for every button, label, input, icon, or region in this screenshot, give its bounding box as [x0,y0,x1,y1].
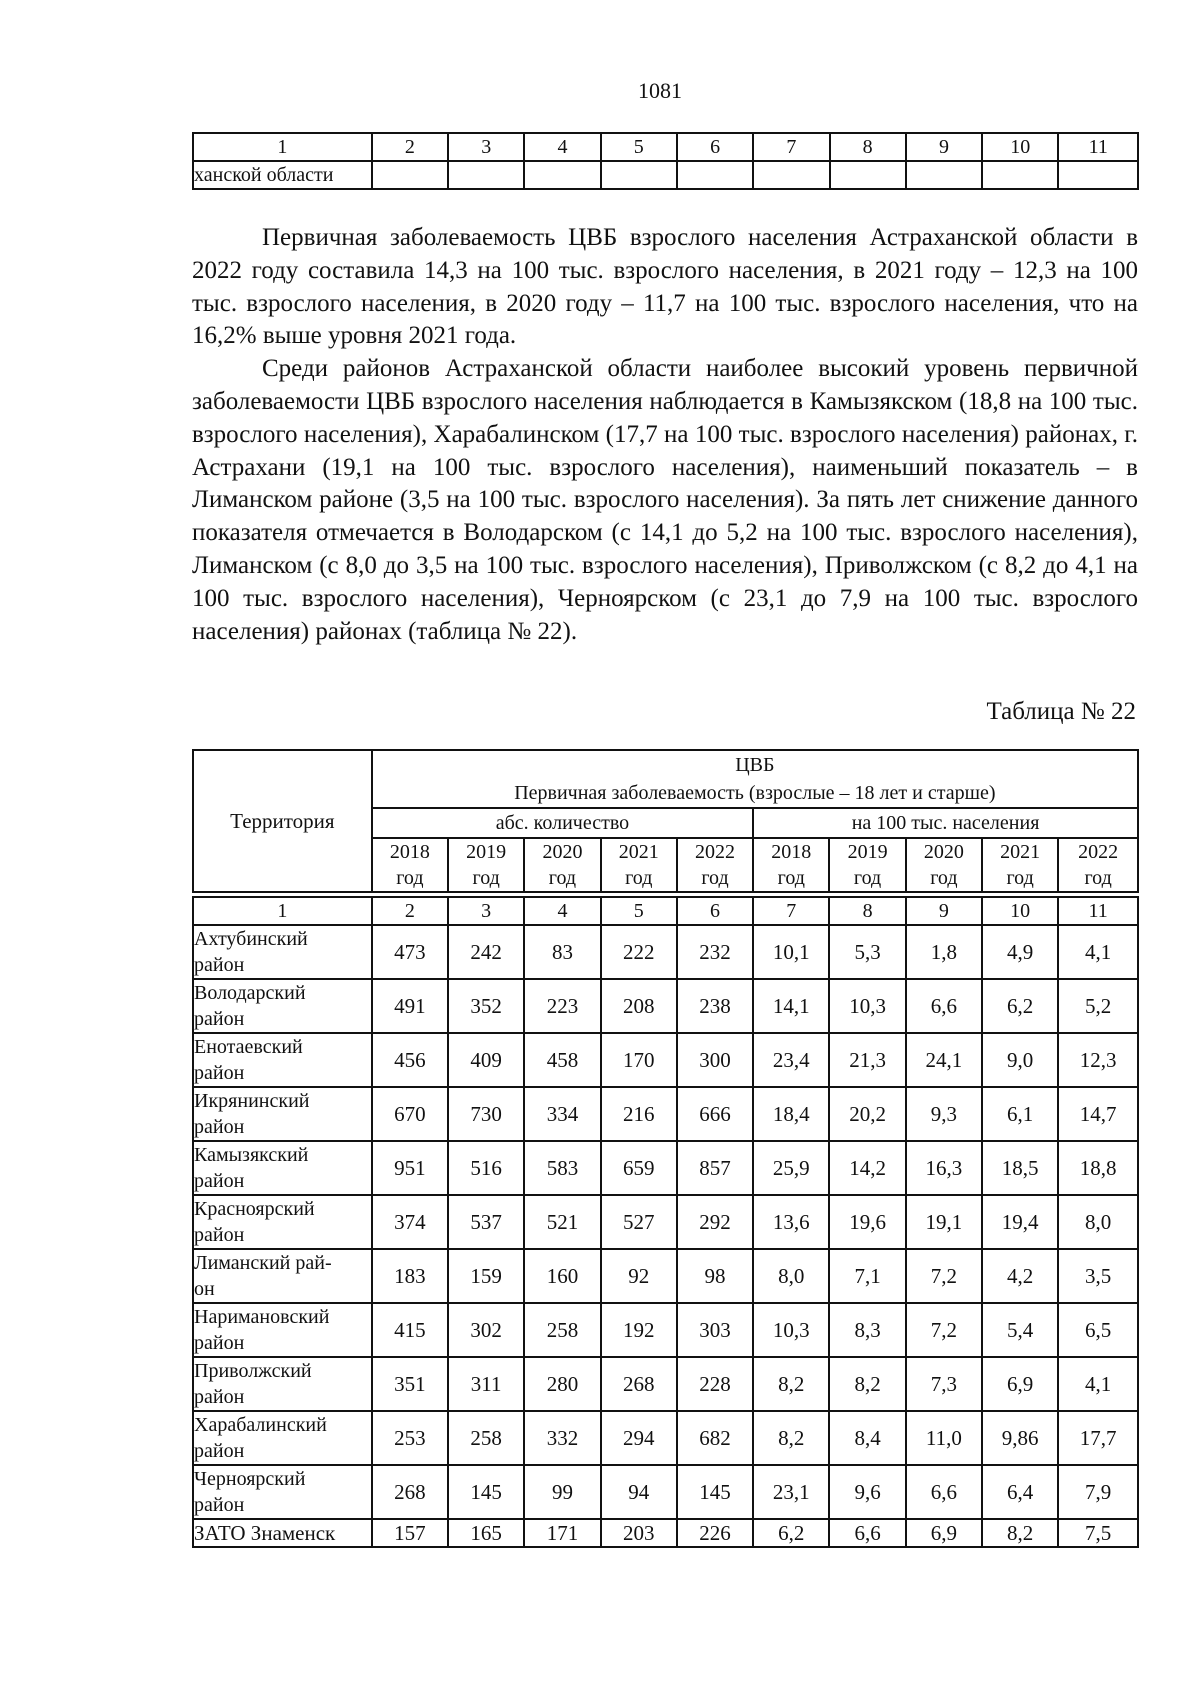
territory-name: Черноярский [194,1468,306,1490]
value-cell: 5,4 [982,1303,1058,1357]
territory-name: Володарский [194,982,306,1004]
column-number: 5 [601,133,677,161]
table-cell [372,161,448,189]
value-cell: 170 [601,1033,677,1087]
value-cell: 83 [524,925,600,979]
column-number: 10 [982,897,1058,925]
column-number: 9 [906,133,982,161]
value-cell: 145 [448,1465,524,1519]
value-cell: 7,2 [906,1303,982,1357]
value-cell: 6,4 [982,1465,1058,1519]
territory-cell [193,1141,372,1195]
value-cell: 6,6 [906,979,982,1033]
value-cell: 409 [448,1033,524,1087]
column-number: 11 [1058,133,1138,161]
value-cell: 14,7 [1058,1087,1138,1141]
column-number: 3 [448,897,524,925]
territory-cell [193,1033,372,1087]
year-suffix: год [906,865,982,892]
value-cell: 9,6 [829,1465,905,1519]
territory-name-cont: район [194,1224,245,1246]
value-cell: 19,6 [829,1195,905,1249]
continuation-data-row [193,161,1138,189]
value-cell: 13,6 [753,1195,829,1249]
page-number: 1081 [638,78,682,103]
continuation-header-row [193,133,1138,161]
table-row [193,1141,1138,1195]
territory-cell [193,1303,372,1357]
value-cell: 192 [601,1303,677,1357]
value-cell: 7,1 [829,1249,905,1303]
value-cell: 5,2 [1058,979,1138,1033]
value-cell: 14,2 [829,1141,905,1195]
table-cell [448,161,524,189]
year-header: 2021 [601,838,677,865]
value-cell: 23,4 [753,1033,829,1087]
table-cell [524,161,600,189]
paragraph: Первичная заболеваемость ЦВБ взрослого населения Астраханской области в 2022 году составила 14,3 на 100 тыс. взрослого населения, в 2021 году – 12,3 на 100 тыс. взрослого населения, в 2020 году – 11,7 на 100 тыс. взрослого населения, что на 16,2% выше уровня 2021 года. [192,224,1138,350]
value-cell: 666 [677,1087,753,1141]
column-number: 4 [524,897,600,925]
value-cell: 6,6 [829,1519,905,1547]
value-cell: 300 [677,1033,753,1087]
value-cell: 171 [524,1519,600,1547]
value-cell: 516 [448,1141,524,1195]
table-row [193,1087,1138,1141]
table-subtitle: Первичная заболеваемость (взрослые – 18 лет и старше) [514,782,996,804]
value-cell: 8,2 [829,1357,905,1411]
value-cell: 145 [677,1465,753,1519]
value-cell: 268 [601,1357,677,1411]
column-number: 2 [372,897,448,925]
year-suffix: год [982,865,1058,892]
territory-name: Камызякский [194,1144,309,1166]
territory-name-cont: район [194,954,245,976]
value-cell: 334 [524,1087,600,1141]
incidence-table [192,749,1139,1548]
value-cell: 8,4 [829,1411,905,1465]
value-cell: 951 [372,1141,448,1195]
column-number: 9 [906,897,982,925]
value-cell: 94 [601,1465,677,1519]
table-row [193,925,1138,979]
territory-name-cont: район [194,1008,245,1030]
value-cell: 25,9 [753,1141,829,1195]
value-cell: 302 [448,1303,524,1357]
table-caption: Таблица № 22 [986,698,1136,725]
territory-name: Красноярский [194,1198,315,1220]
value-cell: 8,2 [753,1357,829,1411]
territory-cell: ЗАТО Знаменск [193,1519,372,1547]
value-cell: 165 [448,1519,524,1547]
value-cell: 456 [372,1033,448,1087]
value-cell: 8,0 [753,1249,829,1303]
value-cell: 18,4 [753,1087,829,1141]
territory-cell [193,1411,372,1465]
value-cell: 223 [524,979,600,1033]
value-cell: 521 [524,1195,600,1249]
value-cell: 228 [677,1357,753,1411]
value-cell: 6,2 [982,979,1058,1033]
table-row [193,1357,1138,1411]
value-cell: 19,1 [906,1195,982,1249]
value-cell: 19,4 [982,1195,1058,1249]
value-cell: 258 [524,1303,600,1357]
value-cell: 311 [448,1357,524,1411]
territory-name: Приволжский [194,1360,312,1382]
table-row [193,1519,1138,1547]
year-header: 2020 [524,838,600,865]
table-row [193,1303,1138,1357]
table-cell [830,161,906,189]
territory-name: Икрянинский [194,1090,310,1112]
group-abs-header: абс. количество [372,808,753,838]
value-cell: 6,5 [1058,1303,1138,1357]
value-cell: 268 [372,1465,448,1519]
column-number: 5 [601,897,677,925]
value-cell: 7,2 [906,1249,982,1303]
territory-cell [193,1195,372,1249]
table-cell [1058,161,1138,189]
column-number: 6 [677,133,753,161]
column-number: 7 [753,133,829,161]
value-cell: 7,3 [906,1357,982,1411]
value-cell: 527 [601,1195,677,1249]
territory-name: Харабалинский [194,1414,327,1436]
group-rate-header: на 100 тыс. населения [753,808,1138,838]
value-cell: 659 [601,1141,677,1195]
value-cell: 8,0 [1058,1195,1138,1249]
value-cell: 7,5 [1058,1519,1138,1547]
value-cell: 4,1 [1058,925,1138,979]
territory-name-cont: район [194,1440,245,1462]
value-cell: 857 [677,1141,753,1195]
value-cell: 280 [524,1357,600,1411]
territory-cell [193,1249,372,1303]
value-cell: 238 [677,979,753,1033]
territory-name-cont: район [194,1494,245,1516]
value-cell: 98 [677,1249,753,1303]
territory-name: Лиманский рай- [194,1252,332,1274]
value-cell: 10,1 [753,925,829,979]
value-cell: 92 [601,1249,677,1303]
value-cell: 222 [601,925,677,979]
table-row [193,1195,1138,1249]
value-cell: 682 [677,1411,753,1465]
disease-name: ЦВБ [735,754,775,776]
value-cell: 208 [601,979,677,1033]
year-suffix: год [524,865,600,892]
table-row [193,979,1138,1033]
value-cell: 352 [448,979,524,1033]
value-cell: 7,9 [1058,1465,1138,1519]
territory-cell [193,1357,372,1411]
table-row [193,1033,1138,1087]
column-number: 10 [982,133,1058,161]
territory-name: Ахтубинский [194,928,308,950]
year-header: 2018 [372,838,448,865]
year-header: 2020 [906,838,982,865]
territory-cell [193,1087,372,1141]
value-cell: 1,8 [906,925,982,979]
year-header: 2019 [829,838,905,865]
continuation-table [192,132,1139,190]
year-suffix: год [601,865,677,892]
value-cell: 6,9 [906,1519,982,1547]
value-cell: 730 [448,1087,524,1141]
column-number: 3 [448,133,524,161]
territory-name-cont: район [194,1170,245,1192]
table-cell [677,161,753,189]
column-numbers-row [193,897,1138,925]
territory-name-cont: он [194,1278,215,1300]
value-cell: 5,3 [829,925,905,979]
value-cell: 8,2 [753,1411,829,1465]
table-cell [982,161,1058,189]
value-cell: 20,2 [829,1087,905,1141]
value-cell: 4,1 [1058,1357,1138,1411]
year-suffix: год [829,865,905,892]
value-cell: 4,2 [982,1249,1058,1303]
value-cell: 332 [524,1411,600,1465]
territory-name-cont: район [194,1332,245,1354]
year-header: 2021 [982,838,1058,865]
territory-name-cont: район [194,1116,245,1138]
paragraph: Среди районов Астраханской области наиболее высокий уровень первичной заболеваемости ЦВБ взрослого населения наблюдается в Камызякском (18,8 на 100 тыс. взрослого населения), Харабалинском (17,7 на 100 тыс. взрослого населения) районах, г. Астрахани (19,1 на 100 тыс. взрослого населения), наименьший показатель – в Лиманском районе (3,5 на 100 тыс. взрослого населения). За пять лет снижение данного показателя отмечается в Володарском (с 14,1 до 5,2 на 100 тыс. взрослого населения), Лиманском (с 8,0 до 3,5 на 100 тыс. взрослого населения), Приволжском (с 8,2 до 4,1 на 100 тыс. взрослого населения), Черноярском (с 23,1 до 7,9 на 100 тыс. взрослого населения) районах (таблица № 22). [192,355,1138,645]
territory-cell: ханской области [193,161,372,189]
value-cell: 8,2 [982,1519,1058,1547]
column-number: 8 [829,897,905,925]
value-cell: 203 [601,1519,677,1547]
value-cell: 9,86 [982,1411,1058,1465]
column-number: 4 [524,133,600,161]
value-cell: 99 [524,1465,600,1519]
value-cell: 14,1 [753,979,829,1033]
column-number: 1 [193,133,372,161]
value-cell: 458 [524,1033,600,1087]
column-number: 7 [753,897,829,925]
territory-name-cont: район [194,1386,245,1408]
value-cell: 16,3 [906,1141,982,1195]
territory-cell [193,925,372,979]
table-row [193,1411,1138,1465]
value-cell: 8,3 [829,1303,905,1357]
body-text [192,222,1138,648]
value-cell: 9,0 [982,1033,1058,1087]
table-cell [601,161,677,189]
year-suffix: год [448,865,524,892]
value-cell: 583 [524,1141,600,1195]
value-cell: 23,1 [753,1465,829,1519]
territory-name: Енотаевский [194,1036,303,1058]
value-cell: 670 [372,1087,448,1141]
value-cell: 415 [372,1303,448,1357]
value-cell: 21,3 [829,1033,905,1087]
value-cell: 491 [372,979,448,1033]
value-cell: 303 [677,1303,753,1357]
year-header: 2022 [1058,838,1138,865]
column-number: 8 [830,133,906,161]
year-suffix: год [1058,865,1138,892]
territory-cell [193,1465,372,1519]
year-suffix: год [753,865,829,892]
year-header: 2018 [753,838,829,865]
value-cell: 351 [372,1357,448,1411]
year-suffix: год [372,865,448,892]
value-cell: 253 [372,1411,448,1465]
column-number: 11 [1058,897,1138,925]
value-cell: 159 [448,1249,524,1303]
value-cell: 6,1 [982,1087,1058,1141]
value-cell: 10,3 [753,1303,829,1357]
value-cell: 18,5 [982,1141,1058,1195]
value-cell: 292 [677,1195,753,1249]
value-cell: 157 [372,1519,448,1547]
territory-header: Территория [193,750,372,892]
value-cell: 6,6 [906,1465,982,1519]
territory-cell [193,979,372,1033]
value-cell: 160 [524,1249,600,1303]
value-cell: 9,3 [906,1087,982,1141]
table-cell [906,161,982,189]
year-suffix: год [677,865,753,892]
value-cell: 6,2 [753,1519,829,1547]
column-number: 1 [193,897,372,925]
value-cell: 216 [601,1087,677,1141]
table-row [193,1465,1138,1519]
value-cell: 18,8 [1058,1141,1138,1195]
value-cell: 4,9 [982,925,1058,979]
territory-name: Наримановский [194,1306,330,1328]
value-cell: 3,5 [1058,1249,1138,1303]
value-cell: 374 [372,1195,448,1249]
value-cell: 232 [677,925,753,979]
value-cell: 12,3 [1058,1033,1138,1087]
value-cell: 6,9 [982,1357,1058,1411]
year-header: 2022 [677,838,753,865]
table-header-title [372,750,1138,808]
value-cell: 294 [601,1411,677,1465]
value-cell: 226 [677,1519,753,1547]
value-cell: 183 [372,1249,448,1303]
value-cell: 10,3 [829,979,905,1033]
value-cell: 242 [448,925,524,979]
table-cell [753,161,829,189]
territory-name-cont: район [194,1062,245,1084]
year-header: 2019 [448,838,524,865]
column-number: 2 [372,133,448,161]
header-row-title [193,750,1138,808]
column-number: 6 [677,897,753,925]
value-cell: 24,1 [906,1033,982,1087]
value-cell: 17,7 [1058,1411,1138,1465]
value-cell: 473 [372,925,448,979]
value-cell: 258 [448,1411,524,1465]
value-cell: 11,0 [906,1411,982,1465]
value-cell: 537 [448,1195,524,1249]
table-row [193,1249,1138,1303]
